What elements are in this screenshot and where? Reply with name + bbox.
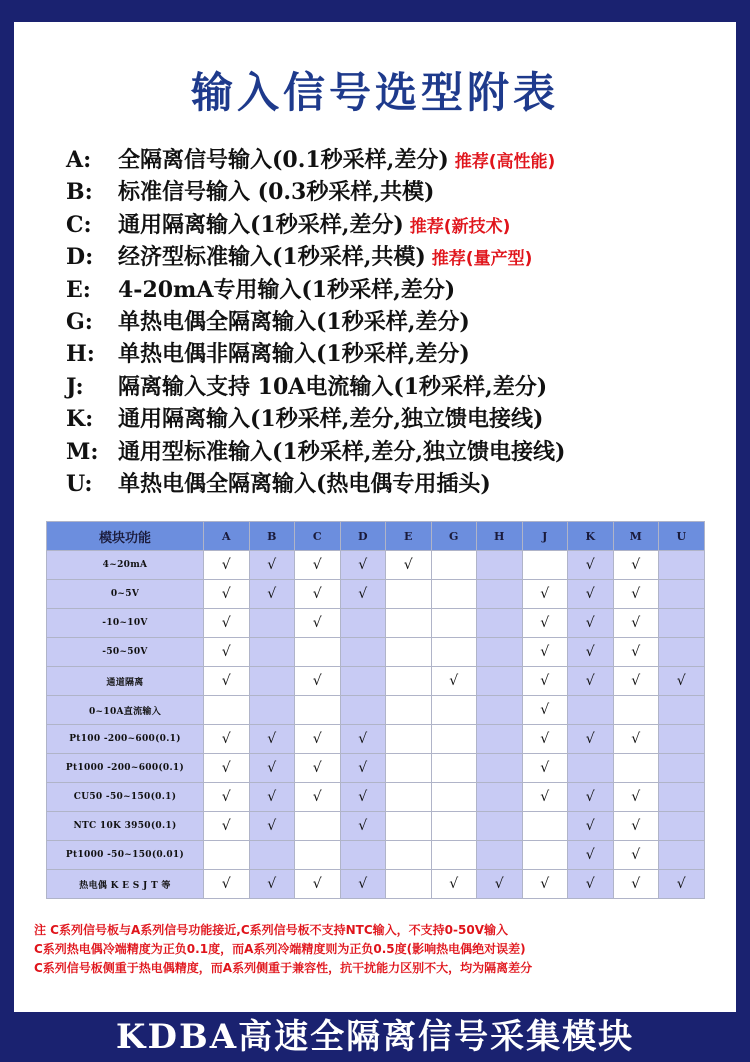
check-mark: √ [613,841,659,870]
check-mark: √ [613,638,659,667]
check-mark: √ [522,696,568,725]
option-key: B: [66,179,93,206]
recommend-badge: 推荐(高性能) [454,152,556,172]
column-header-k: K [568,522,614,551]
check-mark: √ [249,754,295,783]
table-cell [431,841,477,870]
check-mark: √ [340,812,386,841]
check-mark: √ [340,580,386,609]
check-mark: √ [295,609,341,638]
row-label: 通道隔离 [47,667,204,696]
check-mark: √ [522,870,568,899]
table-cell [431,609,477,638]
check-mark: √ [204,754,250,783]
option-item [66,403,736,435]
option-text: 全隔离信号输入(0.1秒采样,差分) [118,147,449,173]
row-label: CU50 -50~150(0.1) [47,783,204,812]
note-line: C系列信号板侧重于热电偶精度，而A系列侧重于兼容性，抗干扰能力区别不大，均为隔离差分 [34,961,533,975]
recommend-badge: 推荐(量产型) [431,249,533,270]
check-mark: √ [249,725,295,754]
table-cell [659,841,705,870]
table-cell [431,754,477,783]
table-cell [659,754,705,783]
option-text: 通用隔离输入(1秒采样,差分) [118,211,404,238]
table-cell [431,638,477,667]
row-label: 4~20mA [47,551,204,580]
table-row [47,783,705,812]
table-cell [204,696,250,725]
table-cell [613,696,659,725]
table-row [47,667,705,696]
check-mark: √ [613,812,659,841]
check-mark: √ [295,783,341,812]
table-cell [295,638,341,667]
table-cell [295,812,341,841]
check-mark: √ [522,580,568,609]
column-header-h: H [477,522,523,551]
table-cell [477,696,523,725]
option-key: K: [66,406,94,433]
table-cell [522,841,568,870]
check-mark: √ [340,754,386,783]
table-cell [568,754,614,783]
table-cell [431,551,477,580]
table-cell [204,841,250,870]
check-mark: √ [295,551,341,580]
option-text: 通用隔离输入(1秒采样,差分,独立馈电接线) [118,406,544,433]
table-cell [386,638,432,667]
option-text: 通用型标准输入(1秒采样,差分,独立馈电接线) [118,438,566,465]
table-cell [568,696,614,725]
option-text: 标准信号输入 (0.3秒采样,共模) [118,179,435,206]
row-label: Pt1000 -50~150(0.01) [47,841,204,870]
check-mark: √ [295,725,341,754]
table-row [47,812,705,841]
check-mark: √ [204,638,250,667]
recommend-badge: 推荐(新技术) [409,216,511,237]
table-cell [477,812,523,841]
check-mark: √ [340,870,386,899]
table-cell [477,580,523,609]
table-cell [249,696,295,725]
spec-sheet [14,22,736,1012]
option-text: 单热电偶非隔离输入(1秒采样,差分) [118,341,470,368]
table-cell [386,667,432,696]
notes [34,921,734,978]
table-row [47,696,705,725]
check-mark: √ [613,551,659,580]
check-mark: √ [659,667,705,696]
option-text: 隔离输入支持 10A电流输入(1秒采样,差分) [118,373,548,400]
table-row [47,551,705,580]
footer-banner: KDBA高速全隔离信号采集模块 [115,1017,635,1057]
table-row [47,580,705,609]
header-function: 模块功能 [47,522,204,551]
option-item [66,436,736,468]
table-cell [431,725,477,754]
check-mark: √ [522,725,568,754]
table-row [47,870,705,899]
note-line: 注 C系列信号板与A系列信号功能接近,C系列信号板不支持NTC输入，不支持0-50V输入 [34,923,508,937]
check-mark: √ [204,783,250,812]
check-mark: √ [522,667,568,696]
column-header-a: A [204,522,250,551]
check-mark: √ [204,609,250,638]
check-mark: √ [204,551,250,580]
table-row [47,609,705,638]
check-mark: √ [431,870,477,899]
check-mark: √ [295,870,341,899]
row-label: Pt100 -200~600(0.1) [47,725,204,754]
check-mark: √ [568,551,614,580]
option-text: 单热电偶全隔离输入(热电偶专用插头) [118,470,491,497]
check-mark: √ [568,783,614,812]
table-cell [477,638,523,667]
note-line: C系列热电偶冷端精度为正负0.1度，而A系列冷端精度则为正负0.5度(影响热电偶绝对误差) [34,942,526,956]
check-mark: √ [568,609,614,638]
table-cell [249,609,295,638]
table-cell [431,580,477,609]
check-mark: √ [659,870,705,899]
table-row [47,841,705,870]
check-mark: √ [340,725,386,754]
option-key: J: [66,373,84,400]
table-cell [659,638,705,667]
check-mark: √ [431,667,477,696]
check-mark: √ [568,812,614,841]
row-label: Pt1000 -200~600(0.1) [47,754,204,783]
option-key: M: [66,438,99,465]
table-cell [386,696,432,725]
check-mark: √ [249,870,295,899]
check-mark: √ [568,667,614,696]
table-cell [659,551,705,580]
check-mark: √ [204,812,250,841]
check-mark: √ [613,667,659,696]
option-item [66,274,736,306]
table-row [47,725,705,754]
table-cell [386,841,432,870]
option-key: H: [66,341,95,368]
check-mark: √ [249,783,295,812]
column-header-c: C [295,522,341,551]
table-cell [386,783,432,812]
table-cell [386,580,432,609]
table-cell [431,696,477,725]
table-cell [659,696,705,725]
check-mark: √ [522,754,568,783]
table-cell [340,609,386,638]
table-header-row [47,522,705,551]
check-mark: √ [568,870,614,899]
option-item [66,241,736,273]
table-row [47,754,705,783]
column-header-m: M [613,522,659,551]
table-cell [659,609,705,638]
column-header-e: E [386,522,432,551]
table-cell [386,870,432,899]
option-item [66,176,736,208]
table-cell [340,841,386,870]
check-mark: √ [568,841,614,870]
table-cell [249,841,295,870]
column-header-b: B [249,522,295,551]
table-cell [340,667,386,696]
column-header-g: G [431,522,477,551]
option-key: U: [66,470,93,497]
option-key: G: [66,308,93,335]
row-label: 热电偶 K E S J T 等 [47,870,204,899]
table-cell [477,551,523,580]
option-item [66,209,736,241]
table-cell [477,667,523,696]
table-cell [613,754,659,783]
table-cell [249,638,295,667]
check-mark: √ [204,580,250,609]
option-key: E: [66,276,91,303]
option-key: A: [66,147,92,173]
check-mark: √ [249,551,295,580]
check-mark: √ [295,667,341,696]
table-cell [522,551,568,580]
check-mark: √ [568,580,614,609]
table-cell [386,609,432,638]
table-cell [659,812,705,841]
table-cell [477,725,523,754]
option-item [66,338,736,370]
check-mark: √ [613,580,659,609]
table-cell [386,812,432,841]
option-list [66,144,736,500]
check-mark: √ [522,783,568,812]
table-cell [477,841,523,870]
row-label: NTC 10K 3950(0.1) [47,812,204,841]
option-text: 4-20mA专用输入(1秒采样,差分) [118,276,456,303]
table-cell [522,812,568,841]
option-item [66,144,736,176]
column-header-u: U [659,522,705,551]
row-label: -50~50V [47,638,204,667]
table-cell [431,783,477,812]
check-mark: √ [522,609,568,638]
check-mark: √ [477,870,523,899]
option-item [66,371,736,403]
page-title: 输入信号选型附表 [190,68,559,117]
table-cell [295,696,341,725]
option-key: C: [66,211,92,238]
selection-table [46,521,705,899]
check-mark: √ [249,812,295,841]
table-cell [477,754,523,783]
check-mark: √ [204,667,250,696]
table-cell [659,725,705,754]
check-mark: √ [204,870,250,899]
check-mark: √ [249,580,295,609]
table-cell [431,812,477,841]
table-cell [477,783,523,812]
table-cell [340,638,386,667]
check-mark: √ [568,725,614,754]
check-mark: √ [295,580,341,609]
table-cell [386,754,432,783]
row-label: 0~10A直流输入 [47,696,204,725]
option-key: D: [66,244,94,271]
check-mark: √ [340,783,386,812]
option-text: 经济型标准输入(1秒采样,共模) [118,244,426,271]
check-mark: √ [613,725,659,754]
column-header-d: D [340,522,386,551]
option-item [66,468,736,500]
table-cell [659,580,705,609]
table-row [47,638,705,667]
check-mark: √ [522,638,568,667]
option-text: 单热电偶全隔离输入(1秒采样,差分) [118,308,470,335]
column-header-j: J [522,522,568,551]
check-mark: √ [613,870,659,899]
check-mark: √ [340,551,386,580]
row-label: 0~5V [47,580,204,609]
table-cell [340,696,386,725]
check-mark: √ [613,783,659,812]
check-mark: √ [386,551,432,580]
table-cell [386,725,432,754]
check-mark: √ [568,638,614,667]
option-item [66,306,736,338]
check-mark: √ [613,609,659,638]
check-mark: √ [204,725,250,754]
table-cell [295,841,341,870]
table-cell [659,783,705,812]
table-cell [249,667,295,696]
table-cell [477,609,523,638]
check-mark: √ [295,754,341,783]
row-label: -10~10V [47,609,204,638]
